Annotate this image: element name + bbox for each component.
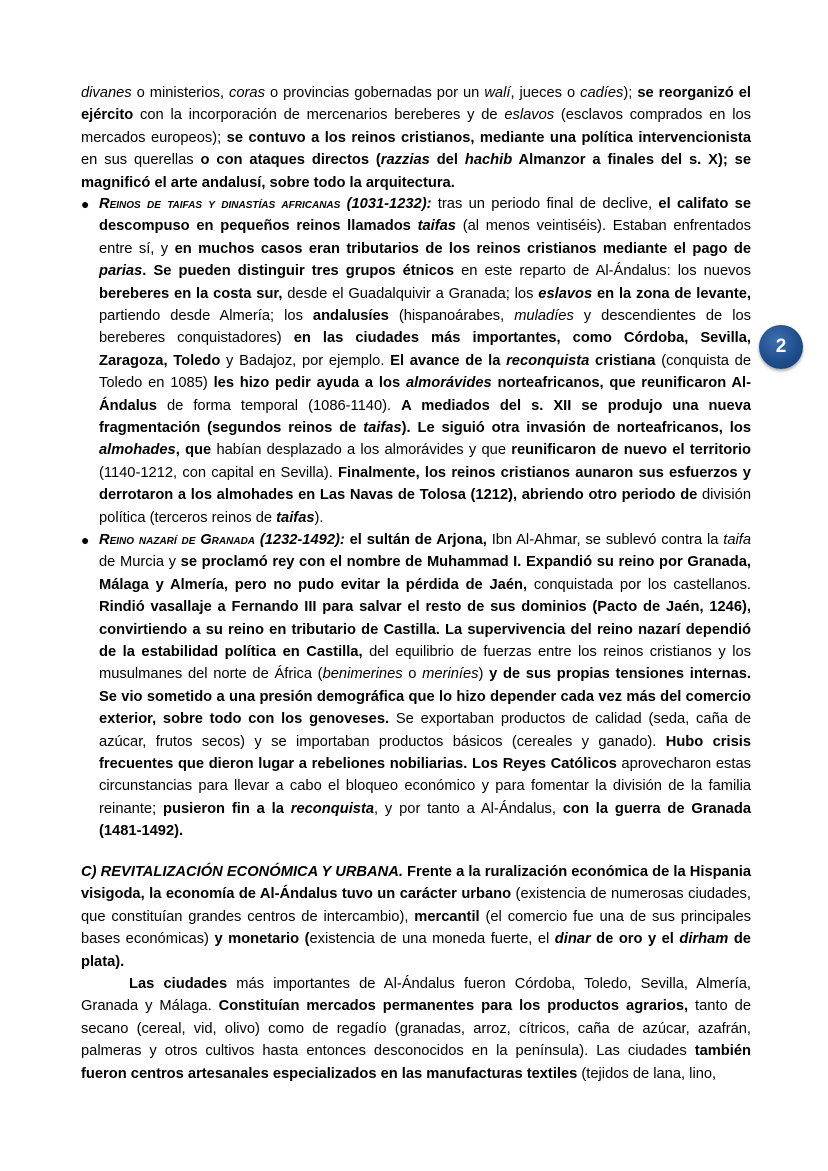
text-run: (al menos veintiséis). Estaban enfrentados entre sí, y [99, 218, 751, 257]
text-run: dirham [679, 931, 729, 948]
text-run: reconquista [290, 800, 374, 817]
text-run: y monetario ( [214, 931, 310, 948]
text-run: cadíes [580, 85, 624, 101]
text-run: taifas [276, 509, 315, 526]
paragraph-text [81, 82, 751, 194]
text-run: almohades [99, 442, 176, 459]
ciudades-paragraph [81, 973, 751, 1085]
text-run: meriníes [422, 666, 479, 683]
text-run: norteafricanos, que reunificaron Al-Ándalus [99, 375, 751, 414]
bullet-heading: Reino nazarí de Granada (1232-1492): [99, 532, 345, 548]
paragraph-text [99, 193, 751, 529]
text-run: mercantil [414, 908, 480, 925]
text-run: (existencia de numerosas ciudades, que constituían grandes centros de intercambio), [81, 886, 751, 925]
text-run: dinar [554, 931, 591, 948]
text-run: , jueces o [510, 85, 581, 101]
text-run: walí [484, 85, 511, 101]
text-run: desde el Guadalquivir a Granada; los [282, 285, 539, 302]
text-run: Las ciudades [129, 976, 228, 992]
text-run: de Murcia y [99, 554, 181, 571]
text-run: se reorganizó el ejército [81, 85, 751, 124]
text-run: y descendientes de los bereberes conquistadores) [99, 308, 751, 347]
text-run: (conquista de Toledo en 1085) [99, 352, 752, 392]
text-run: (1140-1212, con capital en Sevilla). [99, 464, 339, 481]
text-run: el califato se descompuso en pequeños reinos llamados [99, 196, 752, 235]
text-run: parias [99, 263, 143, 280]
text-run: taifa [723, 532, 751, 548]
text-run: en este reparto de Al-Ándalus: los nuevos [454, 263, 751, 280]
text-run: aprovecharon estas circunstancias para llevar a cabo el bloqueo económico y para fomentar la división de la familia reinante; [99, 756, 751, 817]
text-run: ) [478, 666, 490, 683]
text-run: les hizo pedir ayuda a los [213, 375, 406, 392]
text-run: tras un periodo final de declive, [431, 196, 659, 212]
text-run: con la guerra de Granada (1481-1492). [99, 800, 751, 840]
list-item [81, 529, 751, 843]
text-run: ); [623, 85, 638, 101]
text-run: de forma temporal (1086-1140). [156, 397, 402, 414]
text-run: o provincias gobernadas por un [264, 85, 485, 101]
text-run: . Se pueden distinguir tres grupos étnicos [142, 263, 455, 280]
text-run: taifas [417, 218, 456, 235]
text-run: más importantes de Al-Ándalus fueron Córdoba, Toledo, Sevilla, Almería, Granada y Málaga. [81, 976, 751, 1015]
text-run: se proclamó rey con el nombre de Muhammad I. Expandió su reino por Granada, Málaga y Almería, pero no pudo evitar la pérdida de Jaén, [99, 554, 751, 593]
text-run: hachib [464, 152, 513, 169]
text-run: A mediados del s. XII se produjo una nueva fragmentación (segundos reinos de [99, 397, 751, 437]
text-run: en las ciudades más importantes, como Córdoba, Sevilla, Zaragoza, Toledo [99, 330, 751, 369]
bullet-item-nazari [81, 529, 751, 843]
text-run: razzias [380, 152, 430, 169]
text-run: de plata). [81, 931, 751, 970]
text-run: reunificaron de nuevo el territorio [511, 442, 751, 459]
text-run: o ministerios, [131, 85, 230, 101]
text-run: bereberes en la costa sur, [99, 285, 283, 302]
text-run: pusieron fin a la [163, 800, 291, 817]
text-run: (hispanoárabes, [388, 308, 515, 325]
text-run: división política (terceros reinos de [99, 487, 751, 526]
section-heading: C) REVITALIZACIÓN ECONÓMICA Y URBANA. [81, 864, 403, 880]
text-run: del equilibrio de fuerzas entre los reinos cristianos y los musulmanes del norte de África ( [99, 644, 751, 683]
text-run: eslavos [504, 107, 555, 124]
text-run: andalusíes [312, 308, 389, 325]
text-run: en muchos casos eran tributarios de los reinos cristianos mediante el pago de [174, 240, 751, 257]
text-run: del [429, 152, 465, 169]
paragraph-text [99, 529, 751, 843]
text-run: tanto de secano (cereal, vid, olivo) como de regadío (granadas, arroz, cítricos, caña de azúcar, azafrán, palmeras y otros cultivos hasta entonces desconocidos en la península). Las ciudades [81, 998, 751, 1060]
text-run: habían desplazado a los almorávides y que [211, 442, 512, 459]
text-run: Constituían mercados permanentes para los productos agrarios, [218, 998, 689, 1015]
califato-continuation-paragraph [81, 82, 751, 194]
text-run: en la zona de levante, [592, 285, 751, 302]
text-run: coras [229, 85, 265, 101]
text-run: , que [175, 442, 212, 459]
text-run: (esclavos comprados en los mercados europeos); [81, 107, 751, 146]
text-run: muladíes [514, 308, 574, 325]
text-run: en sus querellas [81, 152, 201, 169]
text-run: reconquista [506, 352, 590, 369]
page-number-badge [759, 325, 803, 369]
text-run: Rindió vasallaje a Fernando III para salvar el resto de sus dominios (Pacto de Jaén, 1246), convirtiendo a su reino en tributario de Castilla. La supervivencia del reino nazarí dependió de la estabilidad política en Castilla, [99, 599, 751, 661]
text-run: (tejidos de lana, lino, [577, 1065, 717, 1082]
text-run: taifas [363, 420, 402, 437]
text-run: Ibn Al-Ahmar, se sublevó contra la [486, 532, 724, 548]
text-run: (el comercio fue una de sus principales bases económicas) [81, 908, 751, 948]
section-c-paragraph [81, 861, 751, 973]
text-run: el sultán de Arjona, [344, 532, 487, 548]
text-run: Frente a la ruralización económica de la Hispania visigoda, la economía de Al-Ándalus tuvo un carácter urbano [81, 864, 751, 903]
text-run: ). [314, 509, 324, 526]
text-run: o con ataques directos ( [200, 152, 381, 169]
text-run: o [402, 666, 423, 683]
paragraph-text [81, 973, 751, 1085]
text-run: almorávides [405, 375, 492, 392]
paragraph-text [81, 861, 751, 973]
bullet-icon: ● [81, 532, 90, 548]
text-run: benimerines [322, 666, 403, 683]
bullet-heading: Reinos de taifas y dinastías africanas (1031-1232): [99, 196, 432, 212]
text-run: conquistada por los castellanos. [527, 576, 751, 593]
bullet-icon: ● [81, 196, 90, 212]
text-run: El avance de la [390, 352, 507, 369]
text-run: Finalmente, los reinos cristianos aunaron sus esfuerzos y derrotaron a los almohades en Las Navas de Tolosa (1212), abriendo otro periodo de [99, 464, 751, 504]
text-run: también fueron centros artesanales especializados en las manufacturas textiles [81, 1043, 751, 1082]
text-run: existencia de una moneda fuerte, el [309, 931, 555, 948]
text-run: y de sus propias tensiones internas. Se vio sometido a una presión demográfica que lo hizo depender cada vez más del comercio exterior, sobre todo con los genoveses. [99, 666, 751, 728]
text-run: divanes [81, 85, 132, 101]
text-run: y Badajoz, por ejemplo. [220, 352, 391, 369]
text-run: Se exportaban productos de calidad (seda, caña de azúcar, frutos secos) y se importaban productos básicos (cereales y ganado). [99, 711, 752, 750]
text-run: Hubo crisis frecuentes que dieron lugar a rebeliones nobiliarias. Los Reyes Católicos [99, 733, 751, 773]
text-run: eslavos [538, 285, 593, 302]
text-run: Almanzor a finales del s. X); se magnificó el arte andalusí, sobre todo la arquitectura. [81, 152, 751, 191]
text-run: partiendo desde Almería; los [99, 308, 313, 325]
text-run: cristiana [589, 352, 656, 369]
text-run: con la incorporación de mercenarios bereberes y de [133, 107, 505, 124]
bullet-item-taifas [81, 193, 751, 529]
text-run: ). Le siguió otra invasión de norteafricanos, los [401, 420, 751, 437]
page-number: 2 [775, 336, 787, 357]
list-item [81, 193, 751, 529]
text-run: de oro y el [590, 931, 680, 948]
text-run: , y por tanto a Al-Ándalus, [374, 800, 563, 817]
text-run: se contuvo a los reinos cristianos, mediante una política intervencionista [226, 129, 751, 146]
